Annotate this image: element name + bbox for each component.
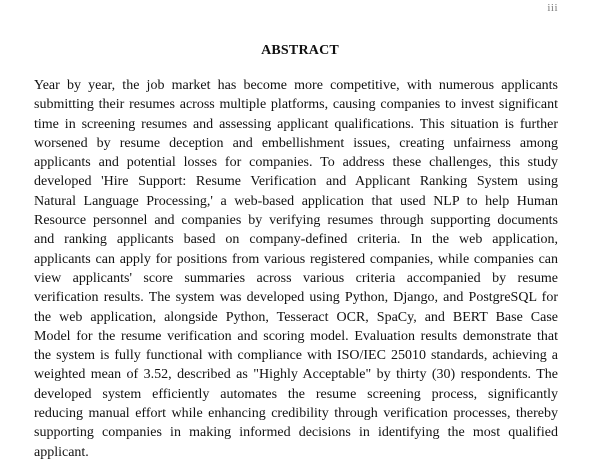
abstract-line: Model for the resume verification and scoring model. Evaluation results demonstrate that bbox=[34, 328, 558, 344]
abstract-body bbox=[34, 76, 558, 462]
abstract-line: the web application, alongside Python, Tesseract OCR, SpaCy, and BERT Base Case bbox=[34, 309, 558, 325]
abstract-line: applicants can apply for positions from various registered companies, while companies can bbox=[34, 251, 558, 267]
abstract-line: Resource personnel and companies by verifying resumes through supporting documents bbox=[34, 213, 558, 229]
abstract-title: ABSTRACT bbox=[261, 43, 339, 58]
abstract-line: worsened by resume deception and embellishment issues, creating unfairness among bbox=[34, 135, 558, 151]
page-number: iii bbox=[547, 2, 558, 14]
abstract-line: and ranking applicants based on company-defined criteria. In the web application, bbox=[34, 232, 558, 248]
abstract-line: verification results. The system was developed using Python, Django, and PostgreSQL for bbox=[34, 290, 558, 306]
abstract-line: the system is fully functional with compliance with ISO/IEC 25010 standards, achieving a bbox=[34, 348, 558, 364]
abstract-line: applicant. bbox=[34, 444, 89, 460]
abstract-line: submitting their resumes across multiple platforms, causing companies to invest significant bbox=[34, 97, 558, 113]
abstract-line: view applicants' score summaries across various criteria accompanied by resume bbox=[34, 270, 558, 286]
abstract-line: Natural Language Processing,' a web-based application that used NLP to help Human bbox=[34, 193, 558, 209]
abstract-line: reducing manual effort while enhancing credibility through verification processes, thereby bbox=[34, 406, 558, 422]
abstract-line: time in screening resumes and assessing applicant qualifications. This situation is further bbox=[34, 116, 558, 132]
abstract-line: supporting companies in making informed decisions in identifying the most qualified bbox=[34, 425, 558, 441]
abstract-line: developed 'Hire Support: Resume Verification and Applicant Ranking System using bbox=[34, 174, 558, 190]
abstract-line: applicants and potential losses for companies. To address these challenges, this study bbox=[34, 155, 558, 171]
abstract-line: developed system efficiently automates the resume screening process, significantly bbox=[34, 386, 558, 402]
abstract-line: weighted mean of 3.52, described as "Highly Acceptable" by thirty (30) respondents. The bbox=[34, 367, 558, 383]
abstract-line: Year by year, the job market has become more competitive, with numerous applicants bbox=[34, 78, 558, 93]
